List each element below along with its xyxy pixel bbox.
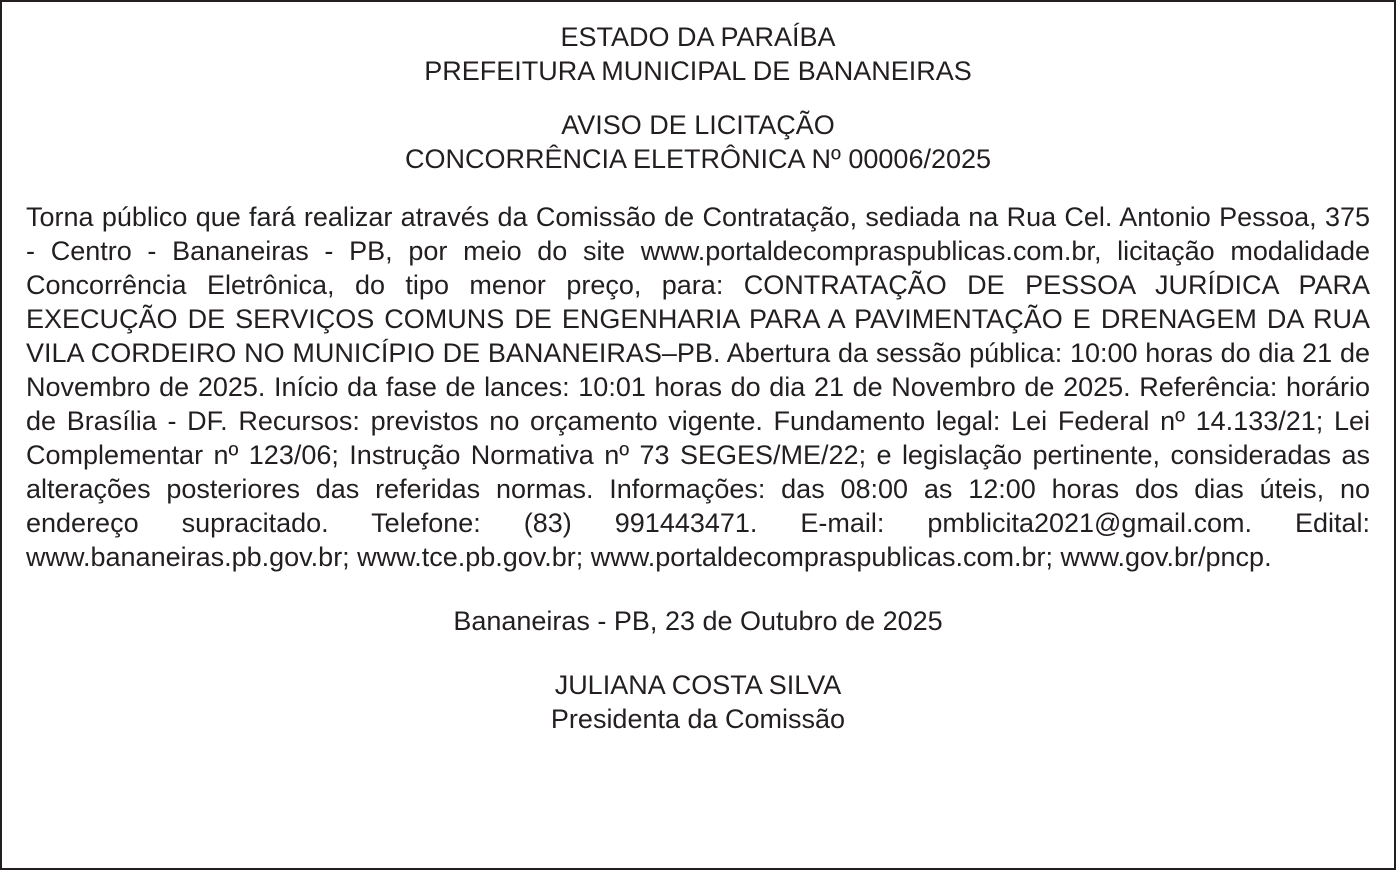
notice-body: Torna público que fará realizar através da Comissão de Contratação, sediada na Rua Cel. Antonio Pessoa, 375 - Centro - Bananeiras - PB, por meio do site www.portaldecompraspublicas.com.br, licitação modalidade Concorrência Eletrônica, do tipo menor preço, para: CONTRATAÇÃO DE PESSOA JURÍDICA PARA EXECUÇÃO DE SERVIÇOS COMUNS DE ENGENHARIA PARA A PAVIMENTAÇÃO E DRENAGEM DA RUA VILA CORDEIRO NO MUNICÍPIO DE BANANEIRAS–PB. Abertura da sessão pública: 10:00 horas do dia 21 de Novembro de 2025. Início da fase de lances: 10:01 horas do dia 21 de Novembro de 2025. Referência: horário de Brasília - DF. Recursos: previstos no orçamento vigente. Fundamento legal: Lei Federal nº 14.133/21; Lei Complementar nº 123/06; Instrução Normativa nº 73 SEGES/ME/22; e legislação pertinente, consideradas as alterações posteriores das referidas normas. Informações: das 08:00 as 12:00 horas dos dias úteis, no endereço supracitado. Telefone: (83) 991443471. E-mail: pmblicita2021@gmail.com. Edital: www.bananeiras.pb.gov.br; www.tce.pb.gov.br; www.portaldecompraspublicas.com.br; www.gov.br/pncp.	[26, 202, 1370, 572]
place-date: Bananeiras - PB, 23 de Outubro de 2025	[453, 606, 943, 636]
municipality-heading: PREFEITURA MUNICIPAL DE BANANEIRAS	[424, 56, 972, 86]
signatory-name: JULIANA COSTA SILVA	[554, 670, 842, 700]
notice-number: CONCORRÊNCIA ELETRÔNICA Nº 00006/2025	[404, 144, 992, 174]
state-heading: ESTADO DA PARAÍBA	[560, 22, 836, 52]
signature-block	[26, 668, 1370, 736]
signatory-role: Presidenta da Comissão	[550, 704, 846, 734]
notice-type: AVISO DE LICITAÇÃO	[561, 110, 835, 140]
